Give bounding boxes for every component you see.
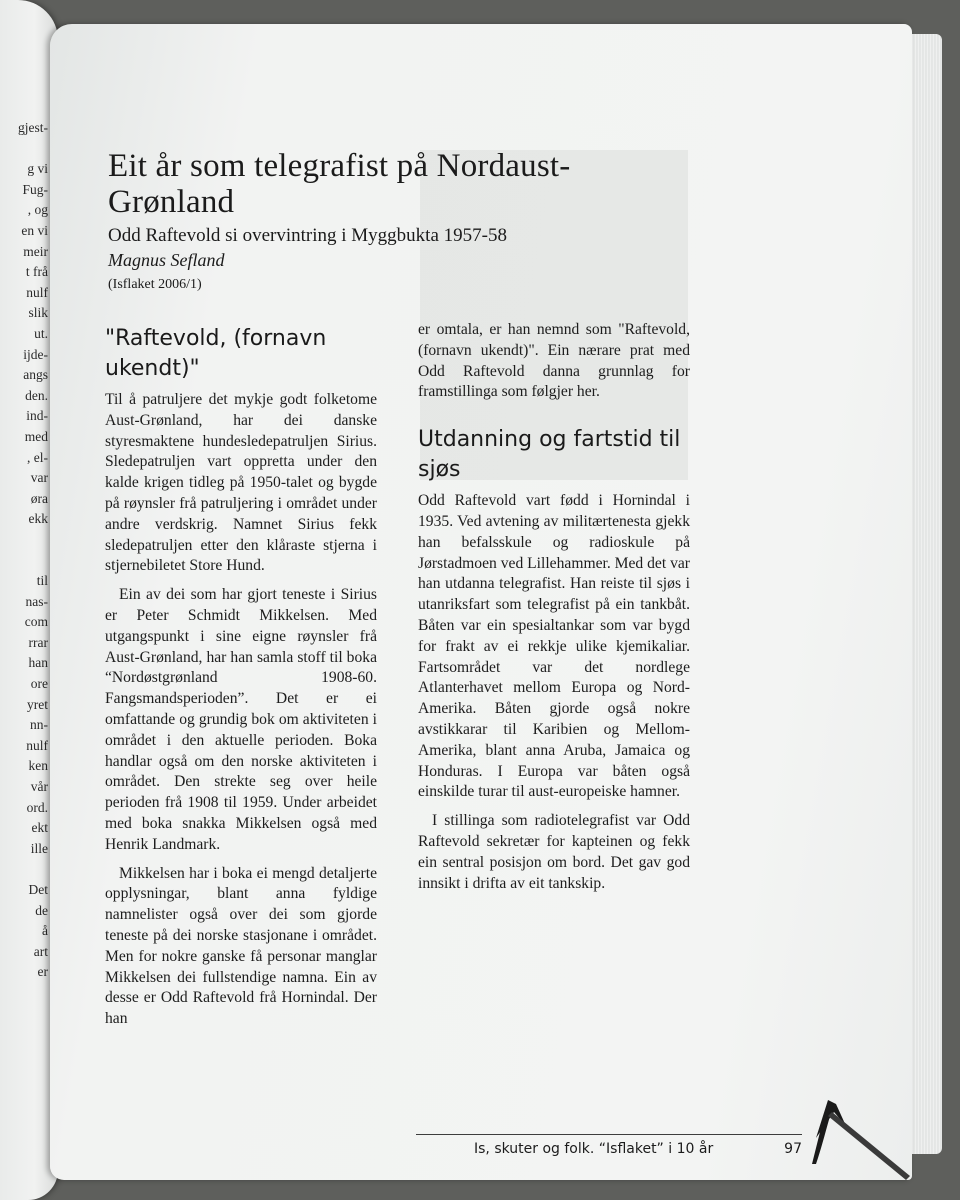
left-page-fragment bbox=[0, 139, 56, 160]
left-page-fragment: Fug- bbox=[22, 181, 48, 197]
left-page-fragment: com bbox=[24, 614, 48, 630]
column-left bbox=[105, 324, 377, 1038]
left-page-fragment: ken bbox=[28, 758, 48, 774]
left-page-fragment bbox=[0, 550, 56, 571]
left-page-fragment: Det bbox=[28, 881, 48, 897]
left-page-text bbox=[0, 118, 56, 983]
article-author: Magnus Sefland bbox=[108, 250, 225, 270]
left-page-fragment: ekt bbox=[31, 820, 48, 836]
paragraph: I stillinga som radiotelegrafist var Odd Raftevold sekretær for kapteinen og fekk ein sentral posisjon om bord. Det gav god innsikt i drifta av eit tankskip. bbox=[418, 812, 690, 892]
left-page-fragment: yret bbox=[27, 696, 48, 712]
pickaxe-icon bbox=[806, 1098, 916, 1182]
left-page-fragment bbox=[0, 530, 56, 551]
article-title: Eit år som telegrafist på Nordaust-Grønland bbox=[108, 148, 571, 220]
left-page-fragment: ord. bbox=[26, 799, 48, 815]
left-page-fragment: nn- bbox=[30, 717, 48, 733]
article-source: (Isflaket 2006/1) bbox=[108, 277, 202, 292]
left-page-fragment: ekk bbox=[28, 511, 48, 527]
left-page-fragment: ijde- bbox=[23, 346, 48, 362]
article-subtitle: Odd Raftevold si overvintring i Myggbukta 1957-58 bbox=[108, 225, 507, 246]
left-page-fragment: vår bbox=[30, 779, 48, 794]
left-page-fragment: de bbox=[35, 902, 48, 918]
left-page-fragment: slik bbox=[28, 305, 48, 321]
left-page-fragment: ind- bbox=[26, 408, 48, 424]
left-page-fragment: med bbox=[24, 428, 48, 444]
left-page-fragment: art bbox=[33, 943, 48, 959]
left-page-fragment: ut. bbox=[34, 325, 48, 341]
left-page-fragment: var bbox=[30, 470, 48, 486]
left-page-fragment: ore bbox=[30, 676, 48, 692]
left-page-fragment: meir bbox=[23, 243, 48, 259]
left-page-fragment: g vi bbox=[27, 161, 48, 177]
page-number: 97 bbox=[784, 1141, 802, 1157]
left-page-fragment: han bbox=[28, 655, 48, 671]
left-page-fragment: rrar bbox=[28, 634, 48, 650]
left-page-fragment: t frå bbox=[25, 264, 48, 280]
paragraph: Mikkelsen har i boka ei mengd detaljerte opplysningar, blant anna fyldige namnelister også over dei som gjorde teneste på dei norske stasjonane i området. Men for nokre ganske få personar manglar Mikkelsen dei fullstendige namna. Ein av desse er Odd Raftevold frå Hornindal. Der han bbox=[105, 864, 377, 1028]
left-page-fragment bbox=[0, 859, 56, 880]
left-page-fragment: gjest- bbox=[18, 120, 48, 135]
left-page-fragment: ille bbox=[30, 840, 48, 856]
paragraph: er omtala, er han nemnd som "Raftevold, (fornavn ukendt)". Ein nærare prat med Odd Raftevold danna grunnlag for framstillinga som følgjer her. bbox=[418, 321, 690, 401]
left-page-fragment: angs bbox=[23, 367, 48, 383]
left-page-fragment: å bbox=[42, 923, 48, 939]
section-heading-utdanning: Utdanning og fartstid til sjøs bbox=[418, 427, 681, 483]
article-header bbox=[108, 148, 668, 296]
section-heading-raftevold: "Raftevold, (fornavn ukendt)" bbox=[105, 326, 327, 381]
left-page-fragment: , og bbox=[27, 202, 48, 218]
left-page-fragment: til bbox=[36, 573, 48, 589]
left-page-fragment: øra bbox=[30, 490, 48, 506]
left-page-fragment: nulf bbox=[26, 284, 48, 300]
running-title: Is, skuter og folk. “Isflaket” i 10 år bbox=[474, 1141, 714, 1157]
left-page-fragment: , el- bbox=[27, 449, 48, 465]
column-right bbox=[418, 320, 690, 902]
left-page-fragment: nas- bbox=[25, 593, 48, 609]
page-footer bbox=[416, 1134, 802, 1157]
left-page-fragment: en vi bbox=[21, 222, 48, 238]
left-page-fragment: den. bbox=[25, 387, 48, 403]
left-page-fragment: er bbox=[37, 964, 48, 980]
paragraph: Ein av dei som har gjort teneste i Sirius er Peter Schmidt Mikkelsen. Med utgangspunkt i sine eigne røynsler frå Aust-Grønland, har han samla stoff til boka “Nordøstgrønland 1908-60. Fangsmandsperioden”. Det er ei omfattande og grundig bok om aktiviteten i området i den aktuelle perioden. Boka handlar også om den norske aktiviteten i området. Den strekte seg over heile perioden frå 1908 til 1959. Under arbeidet med boka snakka Mikkelsen også med Henrik Landmark. bbox=[105, 586, 377, 853]
paragraph: Odd Raftevold vart fødd i Hornindal i 1935. Ved avtening av militærtenesta gjekk han befalsskule og radioskule på Jørstadmoen ved Lillehammer. Med det var han utdanna telegrafist. Han reiste til sjøs i utanriksfart som telegrafist på ein tankbåt. Båten var ein spesialtankar som var bygd for frakt av ei rekkje ulike kjemikaliar. Fartsområdet var det nordlege Atlanterhavet mellom Europa og Nord-Amerika. Båten gjorde også nokre avstikkarar til Karibien og Mellom-Amerika, blant anna Aruba, Jamaica og Honduras. I Europa var båten også einskilde turar til aust-europeiske hamner. bbox=[418, 492, 690, 801]
left-page-fragment: nulf bbox=[26, 737, 48, 753]
paragraph: Til å patruljere det mykje godt folketome Aust-Grønland, har dei danske styresmaktene hundesledepatruljen Sirius. Sledepatruljen vart oppretta under den kalde krigen tidleg på 1950-talet og bygde på røynsler frå patruljering i området under andre verdskrig. Namnet Sirius fekk sledepatruljen etter den klåraste stjerna i stjernebiletet Store Hund. bbox=[105, 391, 377, 575]
